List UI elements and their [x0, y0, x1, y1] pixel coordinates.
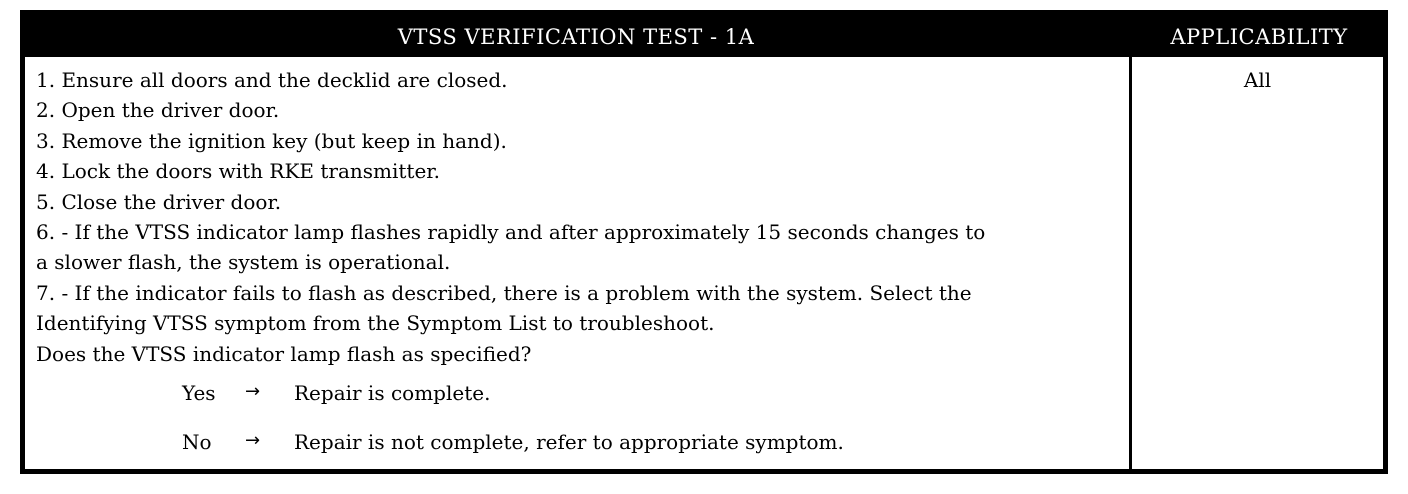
step-line: a slower flash, the system is operational.	[36, 250, 451, 275]
procedure-steps	[36, 65, 1128, 369]
right-arrow-icon: →	[245, 430, 261, 451]
applicability-value: All	[1243, 68, 1272, 92]
step-line: 3. Remove the ignition key (but keep in hand).	[36, 128, 507, 153]
answer-label: No	[182, 430, 212, 454]
step-line: 4. Lock the doors with RKE transmitter.	[36, 159, 441, 184]
step-line: 2. Open the driver door.	[36, 98, 280, 123]
answer-text: Repair is not complete, refer to appropriate symptom.	[294, 430, 844, 454]
step-line: 1. Ensure all doors and the decklid are closed.	[36, 68, 508, 92]
test-procedure-table	[20, 10, 1388, 474]
table-header	[25, 15, 1383, 57]
answer-label: Yes	[182, 381, 216, 405]
answer-text: Repair is complete.	[294, 381, 491, 405]
right-arrow-icon: →	[245, 381, 261, 402]
step-line: 7. - If the indicator fails to flash as described, there is a problem with the system. Select the	[36, 280, 972, 305]
column-divider	[1129, 57, 1132, 469]
step-line: 6. - If the VTSS indicator lamp flashes rapidly and after approximately 15 seconds changes to	[36, 220, 986, 245]
step-line: 5. Close the driver door.	[36, 189, 282, 214]
question-line: Does the VTSS indicator lamp flash as specified?	[36, 341, 532, 366]
test-title: VTSS VERIFICATION TEST - 1A	[397, 25, 755, 49]
applicability-heading: APPLICABILITY	[1170, 25, 1348, 49]
step-line: Identifying VTSS symptom from the Symptom List to troubleshoot.	[36, 311, 715, 336]
